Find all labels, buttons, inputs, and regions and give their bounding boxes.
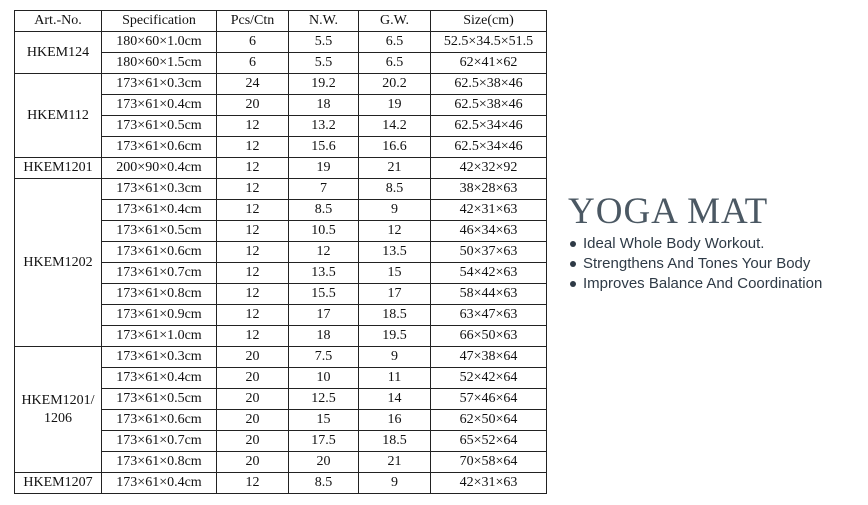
cell-size: 62.5×38×46 bbox=[431, 95, 547, 116]
cell-net-weight: 12 bbox=[289, 242, 359, 263]
cell-specification: 173×61×0.5cm bbox=[102, 389, 217, 410]
cell-pcs-ctn: 12 bbox=[217, 137, 289, 158]
cell-art-no: HKEM112 bbox=[15, 74, 102, 158]
header-specification: Specification bbox=[102, 11, 217, 32]
cell-net-weight: 7 bbox=[289, 179, 359, 200]
cell-pcs-ctn: 20 bbox=[217, 347, 289, 368]
cell-specification: 173×61×0.8cm bbox=[102, 284, 217, 305]
bullet-icon bbox=[570, 261, 576, 267]
cell-net-weight: 19.2 bbox=[289, 74, 359, 95]
cell-art-no: HKEM1202 bbox=[15, 179, 102, 347]
cell-gross-weight: 18.5 bbox=[359, 431, 431, 452]
cell-specification: 173×61×0.8cm bbox=[102, 452, 217, 473]
product-info bbox=[568, 192, 864, 294]
cell-size: 62.5×34×46 bbox=[431, 116, 547, 137]
cell-gross-weight: 18.5 bbox=[359, 305, 431, 326]
cell-pcs-ctn: 20 bbox=[217, 410, 289, 431]
cell-size: 38×28×63 bbox=[431, 179, 547, 200]
cell-pcs-ctn: 12 bbox=[217, 263, 289, 284]
cell-size: 70×58×64 bbox=[431, 452, 547, 473]
cell-gross-weight: 20.2 bbox=[359, 74, 431, 95]
cell-net-weight: 5.5 bbox=[289, 53, 359, 74]
cell-gross-weight: 12 bbox=[359, 221, 431, 242]
cell-net-weight: 17 bbox=[289, 305, 359, 326]
cell-net-weight: 10 bbox=[289, 368, 359, 389]
cell-specification: 173×61×0.4cm bbox=[102, 95, 217, 116]
cell-pcs-ctn: 12 bbox=[217, 242, 289, 263]
cell-specification: 173×61×0.7cm bbox=[102, 263, 217, 284]
cell-net-weight: 5.5 bbox=[289, 32, 359, 53]
cell-gross-weight: 8.5 bbox=[359, 179, 431, 200]
cell-gross-weight: 19 bbox=[359, 95, 431, 116]
cell-specification: 173×61×0.3cm bbox=[102, 347, 217, 368]
cell-art-no: HKEM1201/ 1206 bbox=[15, 347, 102, 473]
cell-size: 57×46×64 bbox=[431, 389, 547, 410]
cell-pcs-ctn: 12 bbox=[217, 116, 289, 137]
feature-text: Improves Balance And Coordination bbox=[583, 275, 823, 292]
cell-size: 54×42×63 bbox=[431, 263, 547, 284]
cell-pcs-ctn: 12 bbox=[217, 158, 289, 179]
cell-pcs-ctn: 12 bbox=[217, 305, 289, 326]
cell-net-weight: 18 bbox=[289, 95, 359, 116]
product-title: YOGA MAT bbox=[568, 191, 769, 232]
cell-gross-weight: 14 bbox=[359, 389, 431, 410]
cell-net-weight: 8.5 bbox=[289, 200, 359, 221]
feature-item bbox=[568, 274, 864, 294]
cell-pcs-ctn: 20 bbox=[217, 95, 289, 116]
cell-net-weight: 13.2 bbox=[289, 116, 359, 137]
spec-table-body bbox=[15, 32, 547, 494]
cell-size: 62.5×38×46 bbox=[431, 74, 547, 95]
cell-gross-weight: 9 bbox=[359, 473, 431, 494]
cell-size: 50×37×63 bbox=[431, 242, 547, 263]
cell-size: 42×31×63 bbox=[431, 473, 547, 494]
cell-size: 62×41×62 bbox=[431, 53, 547, 74]
cell-gross-weight: 9 bbox=[359, 200, 431, 221]
table-row bbox=[15, 158, 547, 179]
cell-specification: 173×61×0.4cm bbox=[102, 368, 217, 389]
table-row bbox=[15, 32, 547, 53]
cell-pcs-ctn: 12 bbox=[217, 179, 289, 200]
cell-pcs-ctn: 20 bbox=[217, 431, 289, 452]
cell-specification: 173×61×0.3cm bbox=[102, 179, 217, 200]
header-art-no: Art.-No. bbox=[15, 11, 102, 32]
cell-pcs-ctn: 12 bbox=[217, 221, 289, 242]
header-net-weight: N.W. bbox=[289, 11, 359, 32]
cell-pcs-ctn: 12 bbox=[217, 200, 289, 221]
cell-gross-weight: 9 bbox=[359, 347, 431, 368]
header-gross-weight: G.W. bbox=[359, 11, 431, 32]
cell-pcs-ctn: 24 bbox=[217, 74, 289, 95]
cell-net-weight: 19 bbox=[289, 158, 359, 179]
bullet-icon bbox=[570, 281, 576, 287]
feature-item bbox=[568, 254, 864, 274]
cell-pcs-ctn: 20 bbox=[217, 389, 289, 410]
cell-gross-weight: 15 bbox=[359, 263, 431, 284]
cell-specification: 173×61×1.0cm bbox=[102, 326, 217, 347]
cell-specification: 173×61×0.7cm bbox=[102, 431, 217, 452]
cell-size: 58×44×63 bbox=[431, 284, 547, 305]
cell-pcs-ctn: 20 bbox=[217, 368, 289, 389]
cell-specification: 180×60×1.0cm bbox=[102, 32, 217, 53]
cell-specification: 200×90×0.4cm bbox=[102, 158, 217, 179]
cell-specification: 173×61×0.4cm bbox=[102, 473, 217, 494]
cell-gross-weight: 21 bbox=[359, 452, 431, 473]
cell-specification: 173×61×0.6cm bbox=[102, 137, 217, 158]
cell-specification: 173×61×0.6cm bbox=[102, 242, 217, 263]
cell-specification: 173×61×0.3cm bbox=[102, 74, 217, 95]
cell-size: 42×32×92 bbox=[431, 158, 547, 179]
cell-size: 52×42×64 bbox=[431, 368, 547, 389]
cell-specification: 173×61×0.4cm bbox=[102, 200, 217, 221]
cell-specification: 173×61×0.5cm bbox=[102, 116, 217, 137]
feature-text: Strengthens And Tones Your Body bbox=[583, 255, 811, 272]
cell-pcs-ctn: 12 bbox=[217, 284, 289, 305]
cell-gross-weight: 17 bbox=[359, 284, 431, 305]
cell-art-no: HKEM1201 bbox=[15, 158, 102, 179]
cell-size: 42×31×63 bbox=[431, 200, 547, 221]
cell-specification: 173×61×0.9cm bbox=[102, 305, 217, 326]
cell-net-weight: 18 bbox=[289, 326, 359, 347]
feature-list bbox=[568, 234, 864, 294]
cell-net-weight: 15.5 bbox=[289, 284, 359, 305]
cell-size: 52.5×34.5×51.5 bbox=[431, 32, 547, 53]
cell-gross-weight: 16 bbox=[359, 410, 431, 431]
cell-net-weight: 10.5 bbox=[289, 221, 359, 242]
cell-gross-weight: 6.5 bbox=[359, 32, 431, 53]
cell-size: 65×52×64 bbox=[431, 431, 547, 452]
cell-specification: 173×61×0.6cm bbox=[102, 410, 217, 431]
cell-gross-weight: 13.5 bbox=[359, 242, 431, 263]
cell-size: 62.5×34×46 bbox=[431, 137, 547, 158]
cell-net-weight: 15.6 bbox=[289, 137, 359, 158]
cell-pcs-ctn: 20 bbox=[217, 452, 289, 473]
header-pcs-ctn: Pcs/Ctn bbox=[217, 11, 289, 32]
cell-gross-weight: 14.2 bbox=[359, 116, 431, 137]
cell-net-weight: 12.5 bbox=[289, 389, 359, 410]
table-row bbox=[15, 179, 547, 200]
spec-table bbox=[14, 10, 547, 494]
cell-net-weight: 15 bbox=[289, 410, 359, 431]
feature-text: Ideal Whole Body Workout. bbox=[583, 235, 765, 252]
cell-size: 66×50×63 bbox=[431, 326, 547, 347]
cell-size: 46×34×63 bbox=[431, 221, 547, 242]
cell-net-weight: 13.5 bbox=[289, 263, 359, 284]
table-row bbox=[15, 473, 547, 494]
cell-net-weight: 8.5 bbox=[289, 473, 359, 494]
cell-specification: 173×61×0.5cm bbox=[102, 221, 217, 242]
cell-gross-weight: 19.5 bbox=[359, 326, 431, 347]
cell-pcs-ctn: 12 bbox=[217, 473, 289, 494]
cell-gross-weight: 6.5 bbox=[359, 53, 431, 74]
cell-art-no: HKEM1207 bbox=[15, 473, 102, 494]
cell-size: 63×47×63 bbox=[431, 305, 547, 326]
header-size: Size(cm) bbox=[431, 11, 547, 32]
table-row bbox=[15, 74, 547, 95]
cell-gross-weight: 11 bbox=[359, 368, 431, 389]
cell-pcs-ctn: 6 bbox=[217, 53, 289, 74]
cell-gross-weight: 16.6 bbox=[359, 137, 431, 158]
cell-size: 47×38×64 bbox=[431, 347, 547, 368]
cell-pcs-ctn: 12 bbox=[217, 326, 289, 347]
cell-gross-weight: 21 bbox=[359, 158, 431, 179]
cell-art-no: HKEM124 bbox=[15, 32, 102, 74]
table-row bbox=[15, 347, 547, 368]
cell-specification: 180×60×1.5cm bbox=[102, 53, 217, 74]
feature-item bbox=[568, 234, 864, 254]
cell-net-weight: 20 bbox=[289, 452, 359, 473]
cell-pcs-ctn: 6 bbox=[217, 32, 289, 53]
cell-size: 62×50×64 bbox=[431, 410, 547, 431]
cell-net-weight: 17.5 bbox=[289, 431, 359, 452]
bullet-icon bbox=[570, 241, 576, 247]
header-row bbox=[15, 11, 547, 32]
cell-net-weight: 7.5 bbox=[289, 347, 359, 368]
